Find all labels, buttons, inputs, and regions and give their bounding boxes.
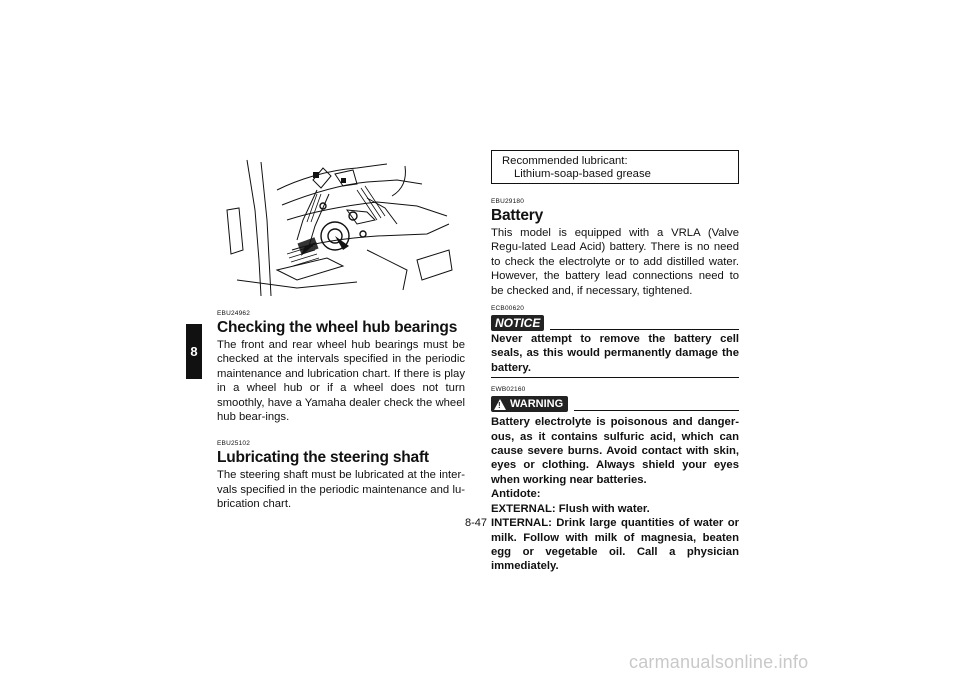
section-code: EBU24962 bbox=[217, 310, 251, 317]
steering-shaft-illustration bbox=[217, 150, 465, 298]
section-body: The front and rear wheel hub bearings must be checked at the intervals specified in the periodic maintenance and lubrication chart. If there is play in a wheel hub or if a wheel does not turn smoothly, have a Yamaha dealer check the wheel hub bear-ings. bbox=[217, 339, 465, 424]
divider bbox=[574, 410, 739, 411]
section-code: EBU29180 bbox=[491, 198, 525, 205]
recommended-lubricant-box bbox=[491, 150, 739, 184]
section-body: The steering shaft must be lubricated at the inter-vals specified in the periodic maintenance and lu-brication chart. bbox=[217, 469, 465, 511]
notice-badge: NOTICE bbox=[491, 315, 544, 331]
right-column bbox=[491, 150, 739, 574]
notice-header bbox=[491, 315, 739, 331]
warning-external: EXTERNAL: Flush with water. bbox=[491, 502, 650, 515]
section-title: Checking the wheel hub bearings bbox=[217, 319, 458, 336]
warning-header bbox=[491, 396, 739, 412]
notice-text: Never attempt to remove the battery cell seals, as this would permanently damage the battery. bbox=[491, 333, 739, 374]
section-title: Lubricating the steering shaft bbox=[217, 449, 429, 467]
warning-label: WARNING bbox=[510, 398, 564, 411]
section-code: EBU25102 bbox=[217, 440, 251, 448]
footer-watermark: carmanualsonline.info bbox=[629, 652, 809, 672]
notice-code: ECB00620 bbox=[491, 305, 525, 313]
warning-text: Battery electrolyte is poisonous and danger-ous, as it contains sulfuric acid, which can cause severe burns. Avoid contact with skin, eyes or clothing. Always shield your eyes when working near batteries. bbox=[491, 416, 739, 486]
section-title: Battery bbox=[491, 207, 544, 224]
lubricant-value: Lithium-soap-based grease bbox=[514, 168, 651, 180]
chapter-tab: 8 bbox=[186, 324, 202, 379]
lubricant-label: Recommended lubricant: bbox=[502, 155, 628, 167]
divider bbox=[550, 329, 739, 330]
warning-antidote: Antidote: bbox=[491, 488, 541, 501]
warning-icon: ! bbox=[494, 399, 506, 410]
warning-code: EWB02160 bbox=[491, 386, 526, 394]
notice-block bbox=[491, 332, 739, 378]
warning-internal: INTERNAL: Drink large quantities of water or milk. Follow with milk of magnesia, beaten egg or vegetable oil. Call a physician immediately. bbox=[491, 517, 739, 573]
left-column bbox=[217, 150, 465, 512]
page-number: 8-47 bbox=[465, 517, 488, 529]
section-body: This model is equipped with a VRLA (Valve Regu-lated Lead Acid) battery. There is no need to check the electrolyte or to add distilled water. However, the battery lead connections need to be checked and, if necessary, tightened. bbox=[491, 227, 739, 297]
warning-badge bbox=[491, 396, 568, 412]
